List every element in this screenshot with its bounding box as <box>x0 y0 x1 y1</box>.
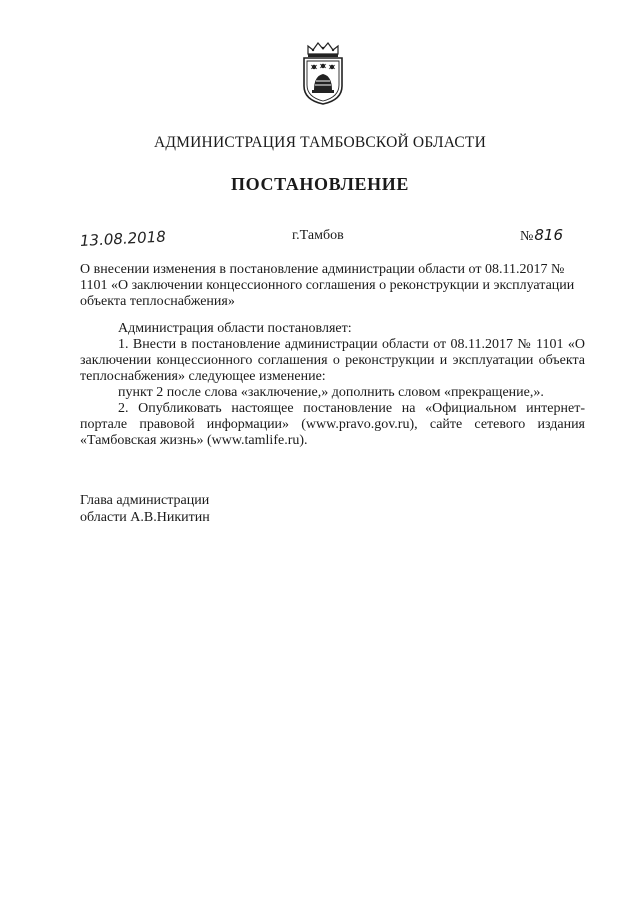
document-body <box>80 321 585 449</box>
body-intro: Администрация области постановляет: <box>118 321 352 336</box>
document-date: 13.08.2018 <box>79 227 167 250</box>
document-city: г.Тамбов <box>292 228 344 243</box>
signature-line-1: Глава администрации <box>80 493 210 508</box>
document-type-title: ПОСТАНОВЛЕНИЕ <box>231 174 409 194</box>
tambov-coat-of-arms-icon <box>298 40 348 106</box>
document-number <box>520 226 563 245</box>
signature-block <box>80 492 210 526</box>
number-prefix: № <box>520 229 534 244</box>
body-item-1-sub: пункт 2 после слова «заключение,» дополнить словом «прекращение,». <box>118 385 544 400</box>
body-item-1: 1. Внести в постановление администрации области от 08.11.2017 № 1101 «О заключении концессионного соглашения о реконструкции и эксплуатации объекта теплоснабжения» следующее изменение: <box>80 337 585 384</box>
signature-line-2: области А.В.Никитин <box>80 510 210 525</box>
organization-title: АДМИНИСТРАЦИЯ ТАМБОВСКОЙ ОБЛАСТИ <box>154 134 486 151</box>
document-subject: О внесении изменения в постановление администрации области от 08.11.2017 № 1101 «О заключении концессионного соглашения о реконструкции и эксплуатации объекта теплоснабжения» <box>80 262 575 309</box>
body-item-2: 2. Опубликовать настоящее постановление на «Официальном интернет-портале правовой информации» (www.pravo.gov.ru), сайте сетевого издания «Тамбовская жизнь» (www.tamlife.ru). <box>80 401 585 448</box>
number-value: 816 <box>534 226 563 244</box>
